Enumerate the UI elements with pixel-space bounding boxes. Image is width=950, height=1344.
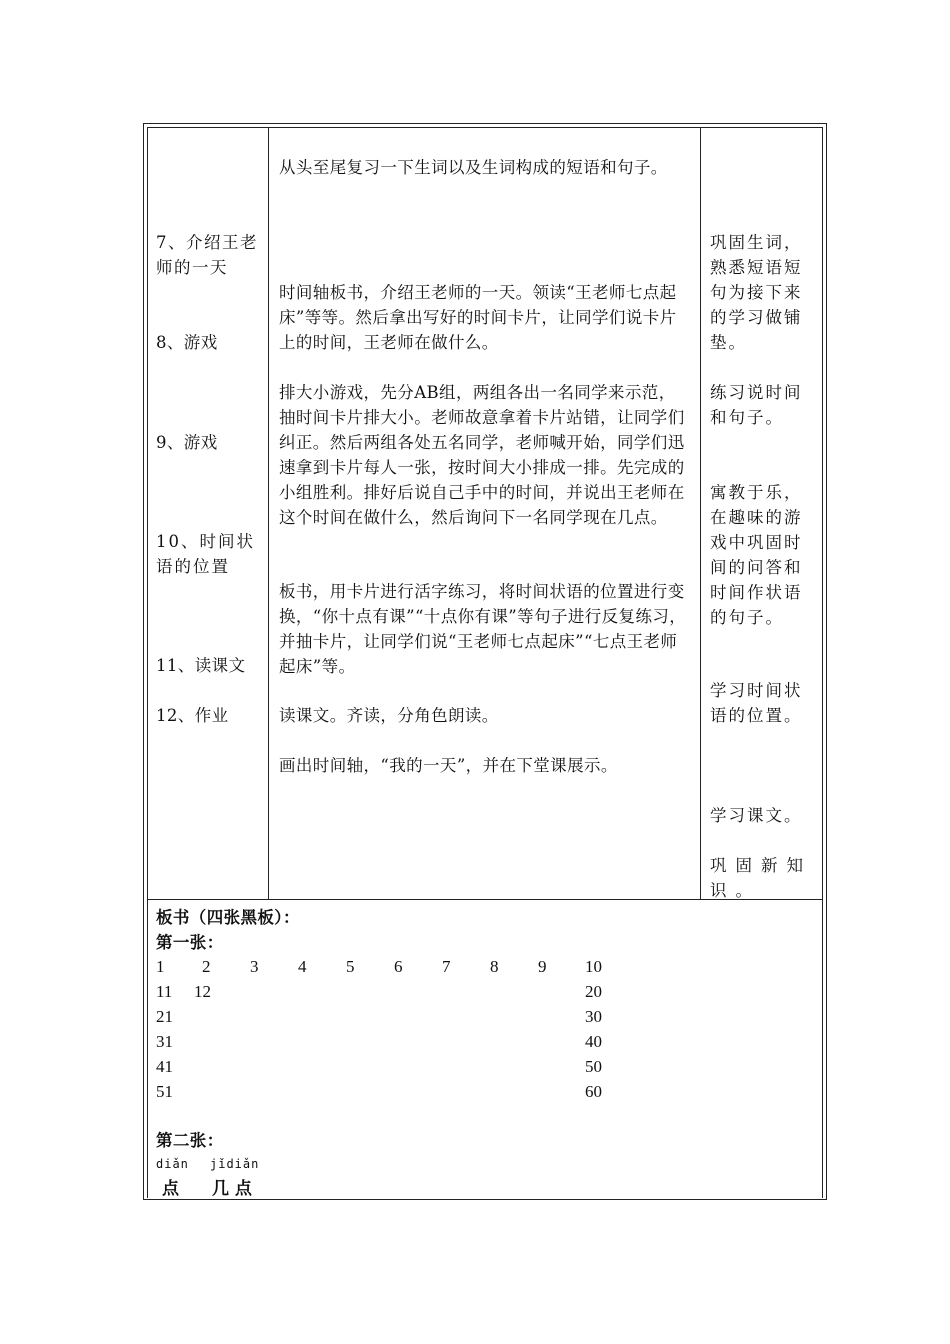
goal-text: 巩固新知识。	[710, 856, 812, 900]
hanzi-text: 几 点	[212, 1179, 252, 1199]
step-label: 8、游戏	[156, 333, 218, 352]
grid-number: 50	[585, 1057, 602, 1076]
grid-number: 60	[585, 1082, 602, 1101]
grid-number: 10	[585, 957, 602, 976]
grid-number: 9	[538, 957, 547, 976]
board-first-label: 第一张：	[156, 933, 224, 952]
grid-number: 51	[156, 1082, 173, 1101]
pinyin-text: diǎn	[156, 1157, 189, 1171]
grid-number: 6	[394, 957, 403, 976]
goal-text: 巩固生词，熟悉短语短句为接下来的学习做铺垫。	[710, 233, 803, 352]
grid-number: 30	[585, 1007, 602, 1026]
goal-text: 练习说时间和句子。	[710, 383, 803, 427]
column-divider-1	[268, 127, 269, 899]
grid-number: 5	[346, 957, 355, 976]
column-divider-2	[700, 127, 701, 899]
grid-number: 3	[250, 957, 259, 976]
activity-text: 时间轴板书，介绍王老师的一天。领读“王老师七点起床”等等。然后拿出写好的时间卡片，让同学们说卡片上的时间，王老师在做什么。	[279, 283, 677, 352]
activity-text: 板书，用卡片进行活字练习，将时间状语的位置进行变换，“你十点有课”“十点你有课”等句子进行反复练习，并抽卡片，让同学们说“王老师七点起床”“七点王老师起床”等。	[279, 582, 687, 676]
hanzi-text: 点	[162, 1179, 179, 1199]
grid-number: 4	[298, 957, 307, 976]
board-title: 板书（四张黑板）：	[156, 908, 300, 927]
activity-text: 画出时间轴，“我的一天”，并在下堂课展示。	[279, 756, 618, 775]
goal-text: 寓教于乐，在趣味的游戏中巩固时间的问答和时间作状语的句子。	[710, 483, 803, 627]
goal-text: 学习课文。	[710, 806, 803, 825]
grid-number: 20	[585, 982, 602, 1001]
grid-number: 31	[156, 1032, 173, 1051]
grid-number: 8	[490, 957, 499, 976]
grid-number: 7	[442, 957, 451, 976]
grid-number: 2	[202, 957, 211, 976]
grid-number: 21	[156, 1007, 173, 1026]
board-second-label: 第二张：	[156, 1131, 224, 1150]
grid-number: 11	[156, 982, 173, 1001]
step-label: 10、时间状语的位置	[156, 532, 255, 576]
goal-text: 学习时间状语的位置。	[710, 681, 803, 725]
step-label: 9、游戏	[156, 433, 218, 452]
pinyin-text: jǐdiǎn	[210, 1157, 260, 1171]
step-label: 12、作业	[156, 706, 229, 725]
activity-text: 从头至尾复习一下生词以及生词构成的短语和句子。	[279, 158, 668, 177]
activity-text: 读课文。齐读，分角色朗读。	[279, 706, 499, 725]
step-label: 11、读课文	[156, 656, 246, 675]
grid-number: 1	[156, 957, 165, 976]
grid-number: 12	[194, 982, 211, 1001]
step-label: 7、介绍王老师的一天	[156, 233, 258, 277]
activity-text: 排大小游戏，先分AB组，两组各出一名同学来示范，抽时间卡片排大小。老师故意拿着卡片站错，让同学们纠正。然后两组各处五名同学，老师喊开始，同学们迅速拿到卡片每人一张，按时间大小排成一排。先完成的小组胜利。排好后说自己手中的时间，并说出王老师在这个时间在做什么，然后询问下一名同学现在几点。	[279, 383, 685, 527]
grid-number: 40	[585, 1032, 602, 1051]
grid-number: 41	[156, 1057, 173, 1076]
